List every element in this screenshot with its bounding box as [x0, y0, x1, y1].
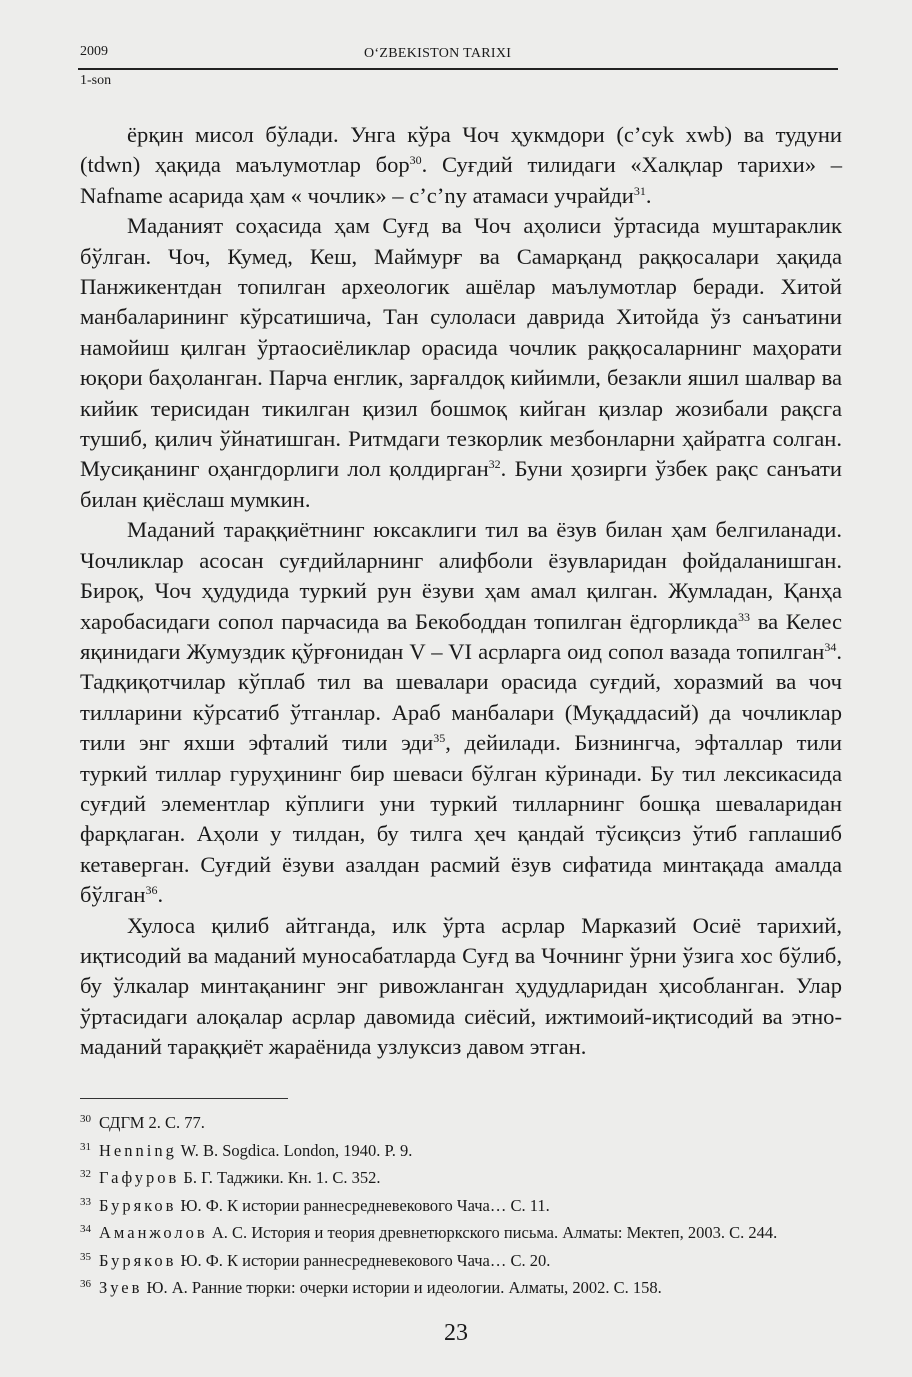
- text-run: . Суғдий тилидаги «Халқлар тарихи» – Nafname асарида ҳам « чочлик» – c’c’ny атамаси учрайди: [80, 152, 842, 208]
- footnote-text: Ю. А. Ранние тюрки: очерки истории и идеологии. Алматы, 2002. С. 158.: [142, 1278, 662, 1297]
- footnote-author: Зуев: [99, 1278, 143, 1297]
- text-run: Маданият соҳасида ҳам Суғд ва Чоч аҳолиси ўртасида муштараклик бўлган. Чоч, Кумед, Кеш, Маймурғ ва Самарқанд раққосалари ҳақида Панжикентдан топилган археологик ашёлар маълумотлар беради. Хитой манбаларининг кўрсатишича, Тан сулоласи даврида Хитойда ўз санъатини намойиш қилган ўртаосиёликлар орасида чочлик раққосаларнинг маҳорати юқори баҳоланган. Парча енглик, зарғалдоқ кийимли, безакли яшил шалвар ва кийик терисидан тикилган қизил бошмоқ кийган қизлар жозибали рақсга тушиб, қилич ўйнатишган. Ритмдаги тезкорлик мезбонларни ҳайратга солган. Мусиқанинг оҳангдорлиги лол қолдирган: [80, 213, 842, 482]
- paragraph: [80, 120, 842, 211]
- footnote-separator: [80, 1098, 288, 1099]
- footnote-ref: 30: [409, 153, 422, 168]
- footnote-ref: 35: [433, 731, 446, 746]
- footnote-number: 35: [80, 1250, 91, 1263]
- text-run: . Тадқиқотчилар кўплаб тил ва шевалари орасида суғдий, хоразмий ва чоч тилларини кўрсатиб ўтганлар. Араб манбалари (Муқаддасий) да чочликлар тили энг яхши эфталий тили эди: [80, 638, 842, 756]
- footnote-ref: 33: [738, 609, 751, 624]
- footnote: [80, 1108, 842, 1135]
- footnote-number: 36: [80, 1278, 91, 1290]
- footnote-text: Ю. Ф. К истории раннесредневекового Чача… С. 11.: [176, 1195, 550, 1215]
- footnote-text: СДГМ 2. С. 77.: [99, 1113, 205, 1132]
- header-issue: 1-son: [80, 73, 112, 88]
- footnote-number: 32: [80, 1168, 91, 1180]
- footnote-author: Henning: [99, 1140, 177, 1160]
- header-rule: [78, 68, 838, 70]
- footnote: [80, 1246, 842, 1273]
- text-run: Хулоса қилиб айтганда, илк ўрта асрлар Марказий Осиё тарихий, иқтисодий ва маданий муносабатларда Суғд ва Чочнинг ўрни ўзига хос бўлиб, бу ўлкалар минтақанинг энг ривожланган ҳудудларидан ҳисобланган. Улар ўртасидаги алоқалар асрлар давомида сиёсий, ижтимоий-иқтисодий ва этно-маданий тараққиёт жараёнида узлуксиз давом этган.: [80, 912, 842, 1060]
- footnote-text: Б. Г. Таджики. Кн. 1. С. 352.: [179, 1168, 381, 1187]
- paragraph: [80, 515, 842, 910]
- footnotes: [80, 1108, 842, 1301]
- footnote-text: W. B. Sogdica. London, 1940. P. 9.: [176, 1140, 413, 1160]
- footnote-ref: 32: [488, 457, 501, 472]
- footnote-number: 33: [80, 1195, 91, 1208]
- text-run: .: [157, 882, 164, 908]
- footnote-ref: 34: [824, 639, 837, 654]
- footnote-ref: 31: [633, 183, 646, 198]
- header-year: 2009: [80, 44, 108, 59]
- text-run: Маданий тараққиётнинг юксаклиги тил ва ёзув билан ҳам белгиланади. Чочликлар асосан суғдийларнинг алифболи ёзувларидан фойдаланишган. Бироқ, Чоч ҳудудида туркий рун ёзуви ҳам амал қилган. Жумладан, Қанҳа харобасидаги сопол парчасида ва Бекободдан топилган ёдгорликда: [80, 517, 842, 634]
- page-number: 23: [444, 1320, 468, 1346]
- main-text: [80, 120, 842, 1063]
- footnote-author: Буряков: [99, 1250, 177, 1270]
- footnote-number: 30: [80, 1113, 91, 1125]
- footnote-ref: 36: [145, 883, 158, 898]
- footnote-author: Буряков: [99, 1195, 177, 1215]
- text-run: .: [645, 182, 652, 208]
- footnote: [80, 1136, 842, 1163]
- footnote-number: 34: [80, 1223, 91, 1235]
- footnote: [80, 1273, 842, 1300]
- footnote-author: Гафуров: [99, 1168, 180, 1187]
- footnote: [80, 1163, 842, 1190]
- paragraph: [80, 211, 842, 515]
- footnote: [80, 1218, 842, 1245]
- footnote-text: Ю. Ф. К истории раннесредневекового Чача… С. 20.: [176, 1250, 551, 1270]
- footnote-text: А. С. История и теория древнетюркского письма. Алматы: Мектеп, 2003. С. 244.: [207, 1223, 778, 1242]
- journal-title: O‘ZBEKISTON TARIXI: [364, 46, 512, 61]
- text-run: ёрқин мисол бўлади. Унга кўра Чоч ҳукмдори (c’cyk xwb) ва тудуни (tdwn) ҳақида маълумотлар бор: [80, 122, 842, 178]
- text-run: . Буни ҳозирги ўзбек рақс санъати билан қиёслаш мумкин.: [80, 456, 842, 512]
- paragraph: [80, 911, 842, 1063]
- text-run: ва Келес яқинидаги Жумуздик қўрғонидан V – VI асрларга оид сопол вазада топилган: [80, 608, 843, 664]
- text-run: , дейилади. Бизнингча, эфталлар тили туркий тиллар гуруҳининг бир шеваси бўлган кўринади. Бу тил лексикасида суғдий элементлар кўплиги уни туркий тилларнинг бошқа шеваларидан фарқлаган. Аҳоли у тилдан, бу тилга ҳеч қандай тўсиқсиз ўтиб гаплашиб кетаверган. Суғдий ёзуви азалдан расмий ёзув сифатида минтақада амалда бўлган: [80, 730, 842, 908]
- footnote: [80, 1191, 842, 1218]
- footnote-author: Аманжолов: [99, 1223, 208, 1242]
- footnote-number: 31: [80, 1140, 91, 1153]
